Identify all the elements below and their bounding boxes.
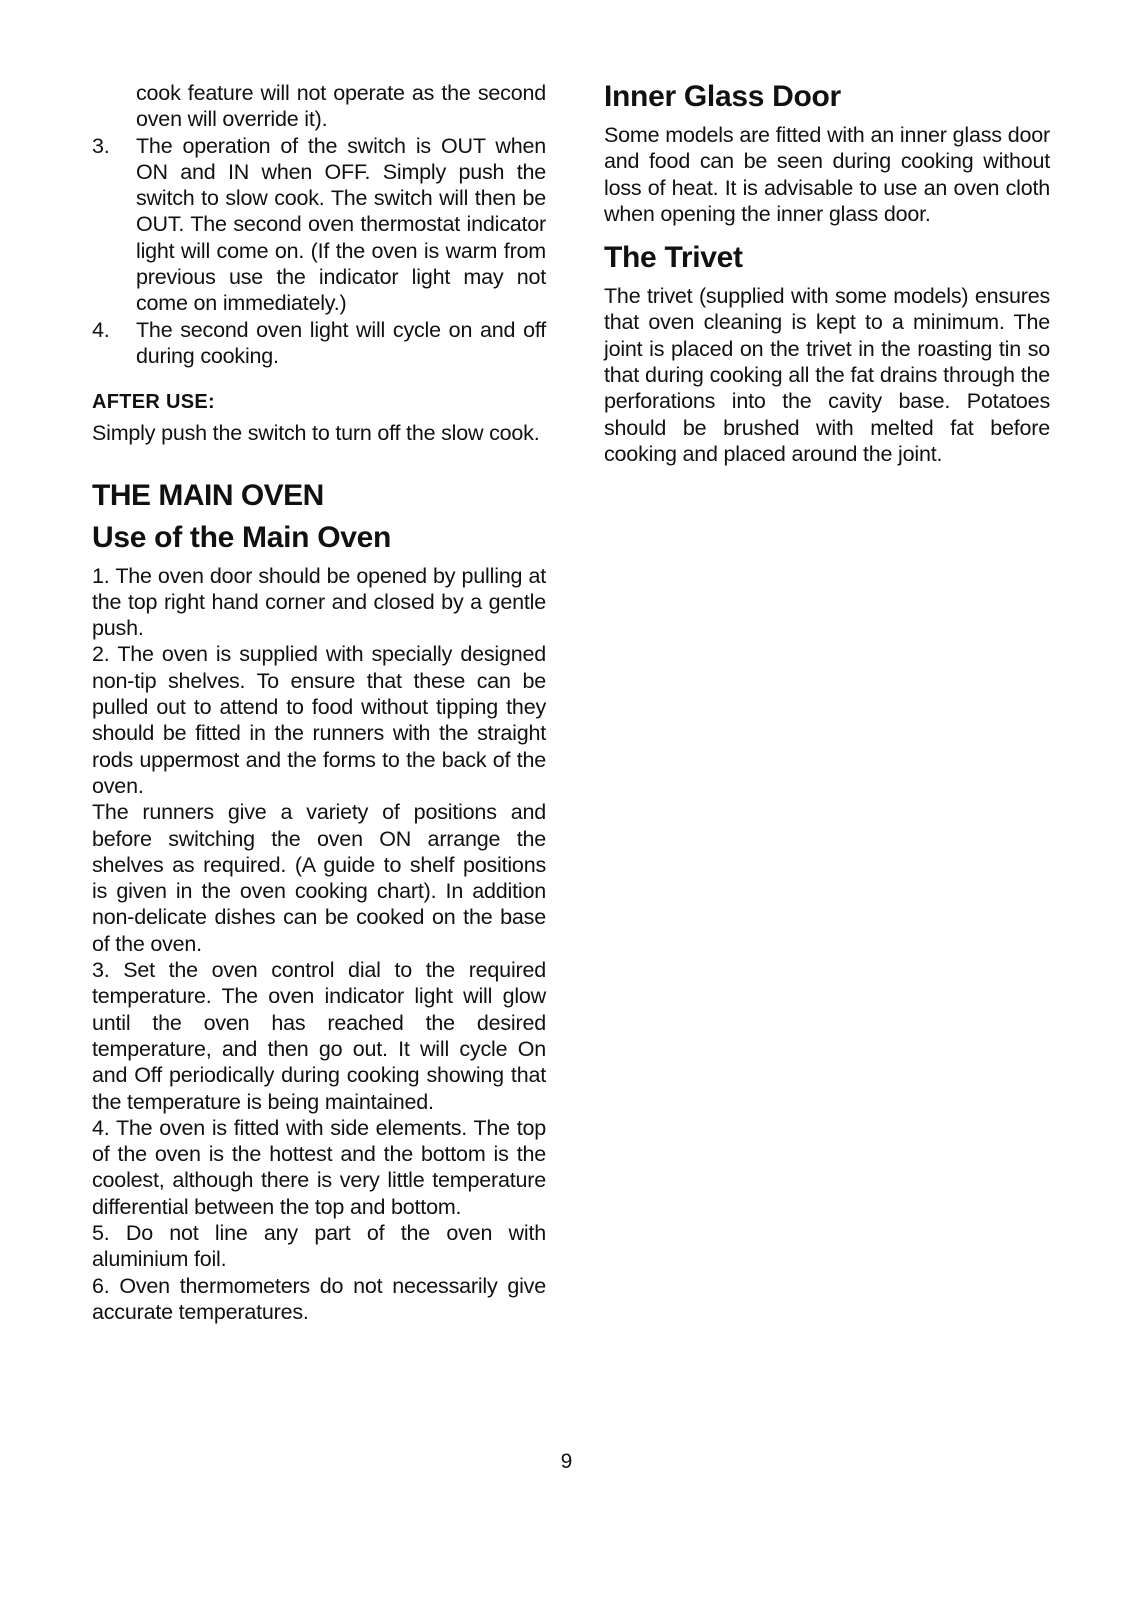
instruction-item: 6. Oven thermometers do not necessarily give accurate temperatures. [92,1273,546,1324]
trivet-heading: The Trivet [604,241,743,275]
inner-glass-door-heading: Inner Glass Door [604,80,841,113]
left-column [92,80,546,1325]
page-number: 9 [560,1450,573,1473]
list-item [92,317,546,370]
after-use-label: AFTER USE: [92,391,215,414]
instruction-item: 5. Do not line any part of the oven with aluminium foil. [92,1220,546,1272]
slow-cook-steps [92,133,546,370]
continuation-text: cook feature will not operate as the second oven will override it). [136,81,546,132]
step-number: 3. [92,133,110,158]
main-oven-instructions [92,563,546,1326]
step-number: 4. [92,317,110,342]
list-item [92,133,546,317]
use-of-main-oven-heading: Use of the Main Oven [92,520,392,554]
instruction-item: 2. The oven is supplied with specially designed non-tip shelves. To ensure that these can be pulled out to attend to food without tipping they should be fitted in the runners with the straight rods uppermost and the forms to the back of the oven. [92,642,546,798]
inner-glass-door-text: Some models are fitted with an inner glass door and food can be seen during cooking without loss of heat. It is advisable to use an oven cloth when opening the inner glass door. [604,123,1050,226]
instruction-item: The runners give a variety of positions and before switching the oven ON arrange the shelves as required. (A guide to shelf positions is given in the oven cooking chart). In addition non-delicate dishes can be cooked on the base of the oven. [92,800,546,956]
instruction-item: 3. Set the oven control dial to the required temperature. The oven indicator light will glow until the oven has reached the desired temperature, and then go out. It will cycle On and Off periodically during cooking showing that the temperature is being maintained. [92,958,546,1114]
instruction-item: 4. The oven is fitted with side elements. The top of the oven is the hottest and the bottom is the coolest, although there is very little temperature differential between the top and bottom. [92,1115,546,1219]
main-oven-heading: THE MAIN OVEN [92,478,324,512]
instruction-item: 1. The oven door should be opened by pulling at the top right hand corner and closed by a gentle push. [92,563,546,641]
after-use-text: Simply push the switch to turn off the slow cook. [92,421,540,446]
step-text: The operation of the switch is OUT when ON and IN when OFF. Simply push the switch to slow cook. The switch will then be OUT. The second oven thermostat indicator light will come on. (If the oven is warm from previous use the indicator light may not come on immediately.) [136,133,546,316]
step-text: The second oven light will cycle on and off during cooking. [136,317,546,368]
right-column [604,80,1050,467]
trivet-text: The trivet (supplied with some models) ensures that oven cleaning is kept to a minimum. The joint is placed on the trivet in the roasting tin so that during cooking all the fat drains through the perforations into the cavity base. Potatoes should be brushed with melted fat before cooking and placed around the joint. [604,284,1050,466]
